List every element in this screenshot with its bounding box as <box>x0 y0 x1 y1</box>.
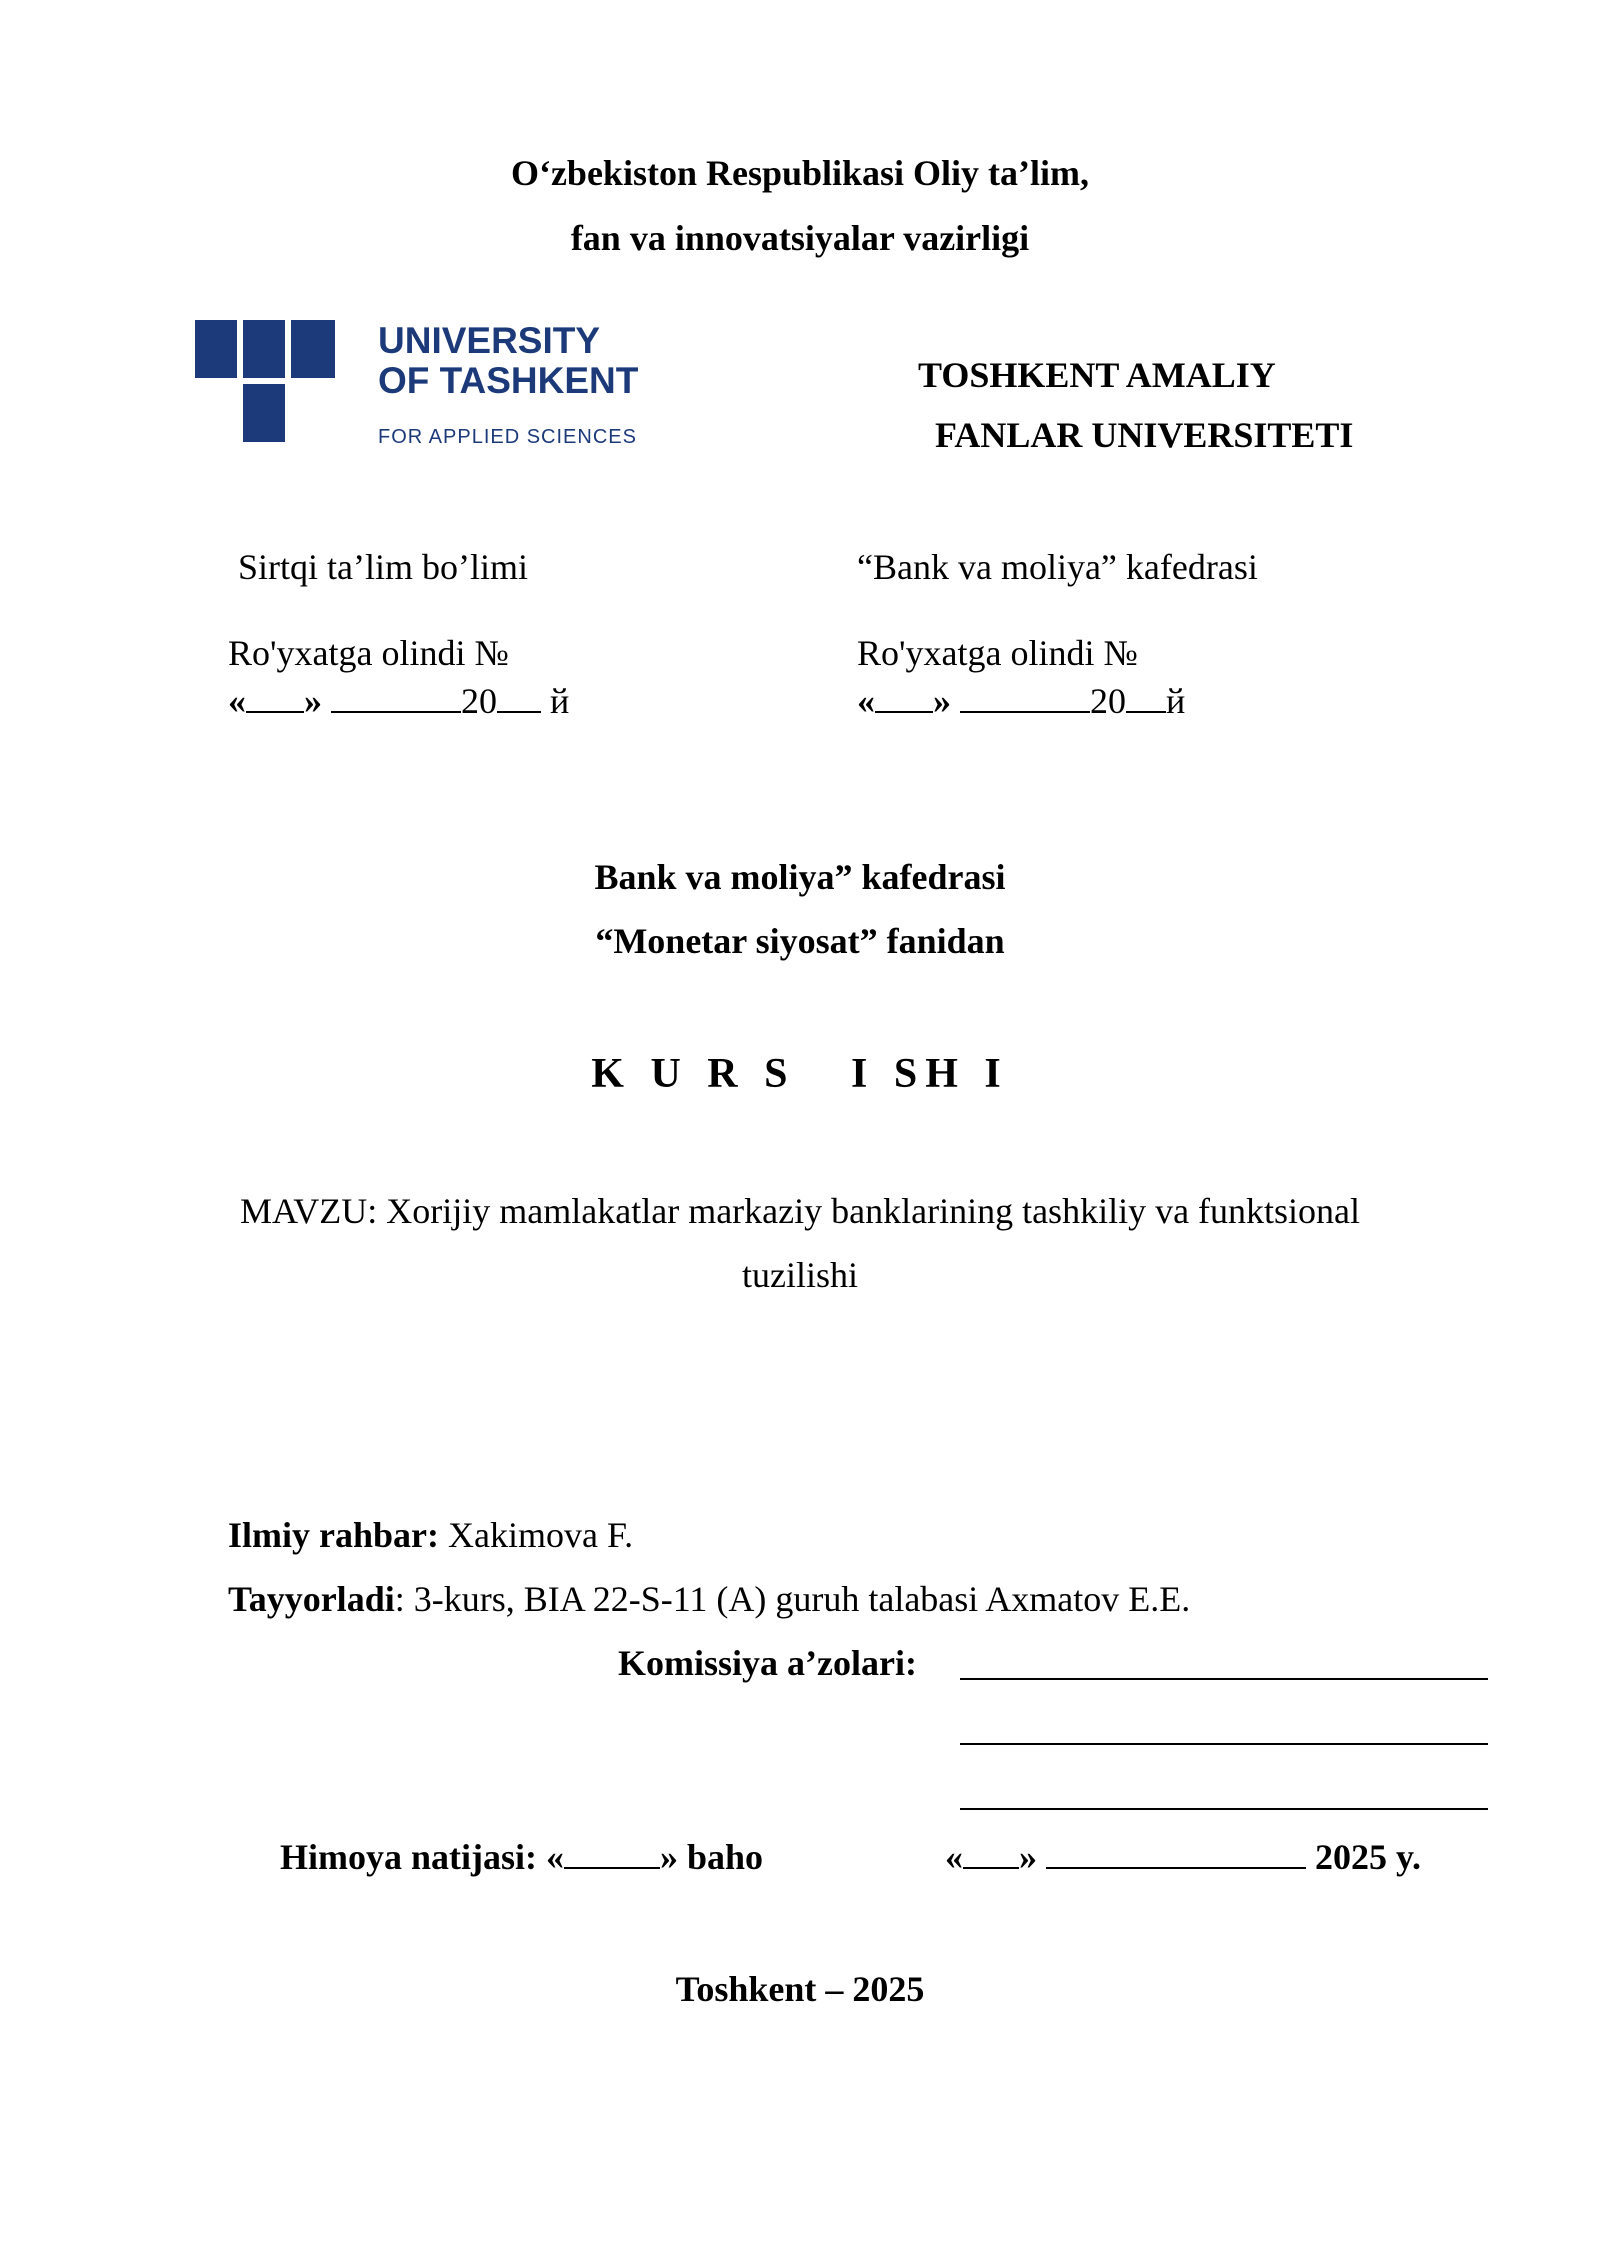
defense-label: Himoya natijasi: « <box>280 1837 564 1877</box>
year-suffix: й <box>550 681 570 721</box>
date-open-quote: « <box>857 681 875 721</box>
city-year: Toshkent – 2025 <box>675 1969 925 2009</box>
date-close-quote: » <box>933 681 951 721</box>
prepared-label: Tayyorladi <box>228 1579 395 1619</box>
logo-text-2: OF TASHKENT <box>378 360 639 401</box>
left-department: Sirtqi ta’lim bo’limi <box>238 547 528 587</box>
university-logo <box>195 320 639 455</box>
university-name-line-1: TOSHKENT AMALIY <box>918 355 1276 395</box>
logo-text-1: UNIVERSITY <box>378 320 601 361</box>
subject-line-1: Bank va moliya” kafedrasi <box>594 857 1006 897</box>
defense-date <box>945 1836 1421 1878</box>
topic-line-1: MAVZU: Xorijiy mamlakatlar markaziy banklarining tashkiliy va funktsional <box>239 1191 1361 1231</box>
document-title: K U R S I SH I <box>591 1051 1009 1097</box>
year-blank <box>497 683 541 713</box>
month-blank <box>331 683 461 713</box>
month-blank <box>960 683 1090 713</box>
commission-line-1 <box>960 1650 1488 1680</box>
logo-square-4 <box>243 384 285 442</box>
advisor-label: Ilmiy rahbar: <box>228 1515 439 1555</box>
ministry-line-2: fan va innovatsiyalar vazirligi <box>570 218 1030 258</box>
commission-line-2 <box>960 1715 1488 1745</box>
right-registration-date <box>857 680 1185 722</box>
advisor-line <box>228 1514 633 1556</box>
defense-grade-suffix: » baho <box>660 1837 764 1877</box>
prepared-line <box>228 1578 1190 1620</box>
logo-text-3: FOR APPLIED SCIENCES <box>378 426 637 448</box>
logo-square-1 <box>195 320 237 378</box>
day-blank <box>875 683 933 713</box>
date-open-quote: « <box>945 1837 963 1877</box>
commission-line-3 <box>960 1780 1488 1810</box>
left-registration-date <box>228 680 569 722</box>
date-close-quote: » <box>1019 1837 1037 1877</box>
right-department: “Bank va moliya” kafedrasi <box>857 547 1258 587</box>
defense-result <box>280 1836 763 1878</box>
year-prefix: 20 <box>1090 681 1126 721</box>
defense-year: 2025 y. <box>1315 1837 1422 1877</box>
left-registration-label: Ro'yxatga olindi № <box>228 633 509 673</box>
topic-line-2: tuzilishi <box>742 1255 858 1295</box>
month-blank <box>1046 1839 1306 1869</box>
date-open-quote: « <box>228 681 246 721</box>
day-blank <box>963 1839 1019 1869</box>
advisor-name: Xakimova F. <box>439 1515 634 1555</box>
date-close-quote: » <box>304 681 322 721</box>
day-blank <box>246 683 304 713</box>
subject-line-2: “Monetar siyosat” fanidan <box>595 921 1005 961</box>
year-prefix: 20 <box>461 681 497 721</box>
commission-label: Komissiya a’zolari: <box>618 1643 917 1683</box>
right-registration-label: Ro'yxatga olindi № <box>857 633 1138 673</box>
logo-square-2 <box>243 320 285 378</box>
year-blank <box>1126 683 1166 713</box>
grade-blank <box>564 1839 660 1869</box>
university-name-line-2: FANLAR UNIVERSITETI <box>935 415 1354 455</box>
logo-square-3 <box>291 320 335 378</box>
ministry-line-1: O‘zbekiston Respublikasi Oliy ta’lim, <box>510 153 1090 193</box>
year-suffix: й <box>1166 681 1186 721</box>
prepared-value: : 3-kurs, BIA 22-S-11 (A) guruh talabasi Axmatov E.E. <box>394 1579 1191 1619</box>
